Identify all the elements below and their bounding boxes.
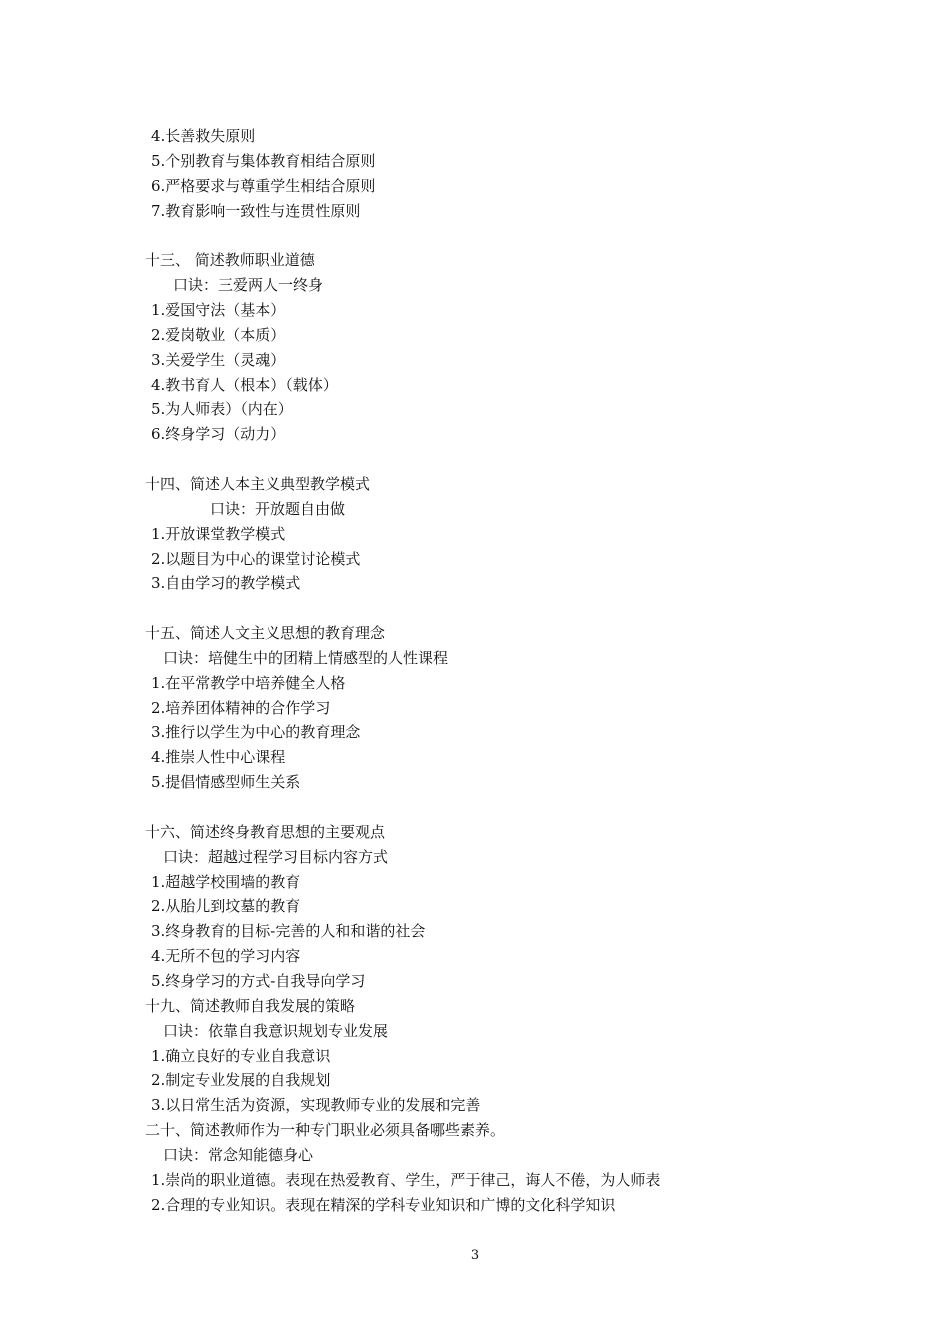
list-item: 1.崇尚的职业道德。表现在热爱教育、学生，严于律己，诲人不倦，为人师表 <box>151 1170 661 1189</box>
page-number: 3 <box>470 1248 480 1263</box>
list-item: 2.从胎儿到坟墓的教育 <box>151 897 301 916</box>
list-item: 4.教书育人（根本）（载体） <box>151 375 338 394</box>
list-item: 2.以题目为中心的课堂讨论模式 <box>151 549 361 568</box>
mnemonic-line: 口诀：超越过程学习目标内容方式 <box>163 847 389 866</box>
list-item: 1.开放课堂教学模式 <box>151 524 286 543</box>
list-item: 2.制定专业发展的自我规划 <box>151 1071 331 1090</box>
list-item: 4.无所不包的学习内容 <box>151 947 301 966</box>
list-item: 1.爱国守法（基本） <box>151 301 286 319</box>
list-item: 6.严格要求与尊重学生相结合原则 <box>151 176 376 195</box>
list-item: 3.自由学习的教学模式 <box>151 574 301 593</box>
list-item: 5.个别教育与集体教育相结合原则 <box>151 151 376 170</box>
list-item: 5.为人师表）（内在） <box>151 400 293 419</box>
list-item: 2.爱岗敬业（本质） <box>151 325 286 344</box>
section-heading: 十三、 简述教师职业道德 <box>145 251 315 270</box>
section-heading: 十四、简述人本主义典型教学模式 <box>145 474 371 493</box>
list-item: 2.合理的专业知识。表现在精深的学科专业知识和广博的文化科学知识 <box>151 1195 616 1214</box>
list-item: 6.终身学习（动力） <box>151 425 286 444</box>
list-item: 2.培养团体精神的合作学习 <box>151 698 331 717</box>
list-item: 4.长善救失原则 <box>151 127 256 145</box>
list-item: 3.关爱学生（灵魂） <box>151 350 286 369</box>
section-heading: 十九、简述教师自我发展的策略 <box>145 996 356 1015</box>
mnemonic-line: 口诀：开放题自由做 <box>210 499 346 518</box>
mnemonic-line: 口诀：依靠自我意识规划专业发展 <box>163 1021 389 1040</box>
section-heading: 二十、简述教师作为一种专门职业必须具备哪些素养。 <box>145 1121 506 1139</box>
list-item: 3.推行以学生为中心的教育理念 <box>151 723 361 742</box>
list-item: 4.推崇人性中心课程 <box>151 748 286 767</box>
list-item: 1.确立良好的专业自我意识 <box>151 1046 331 1065</box>
section-heading: 十五、简述人文主义思想的教育理念 <box>145 624 386 642</box>
list-item: 5.终身学习的方式-自我导向学习 <box>151 971 366 990</box>
list-item: 1.超越学校围墙的教育 <box>151 872 301 891</box>
list-item: 5.提倡情感型师生关系 <box>151 773 301 792</box>
list-item: 3.以日常生活为资源，实现教师专业的发展和完善 <box>151 1096 481 1115</box>
list-item: 1.在平常教学中培养健全人格 <box>151 673 346 692</box>
mnemonic-line: 口诀：三爱两人一终身 <box>173 276 324 295</box>
list-item: 3.终身教育的目标-完善的人和和谐的社会 <box>151 922 426 941</box>
mnemonic-line: 口诀：培健生中的团精上情感型的人性课程 <box>163 648 449 667</box>
section-heading: 十六、简述终身教育思想的主要观点 <box>145 822 386 841</box>
list-item: 7.教育影响一致性与连贯性原则 <box>151 201 361 220</box>
mnemonic-line: 口诀：常念知能德身心 <box>163 1145 314 1164</box>
